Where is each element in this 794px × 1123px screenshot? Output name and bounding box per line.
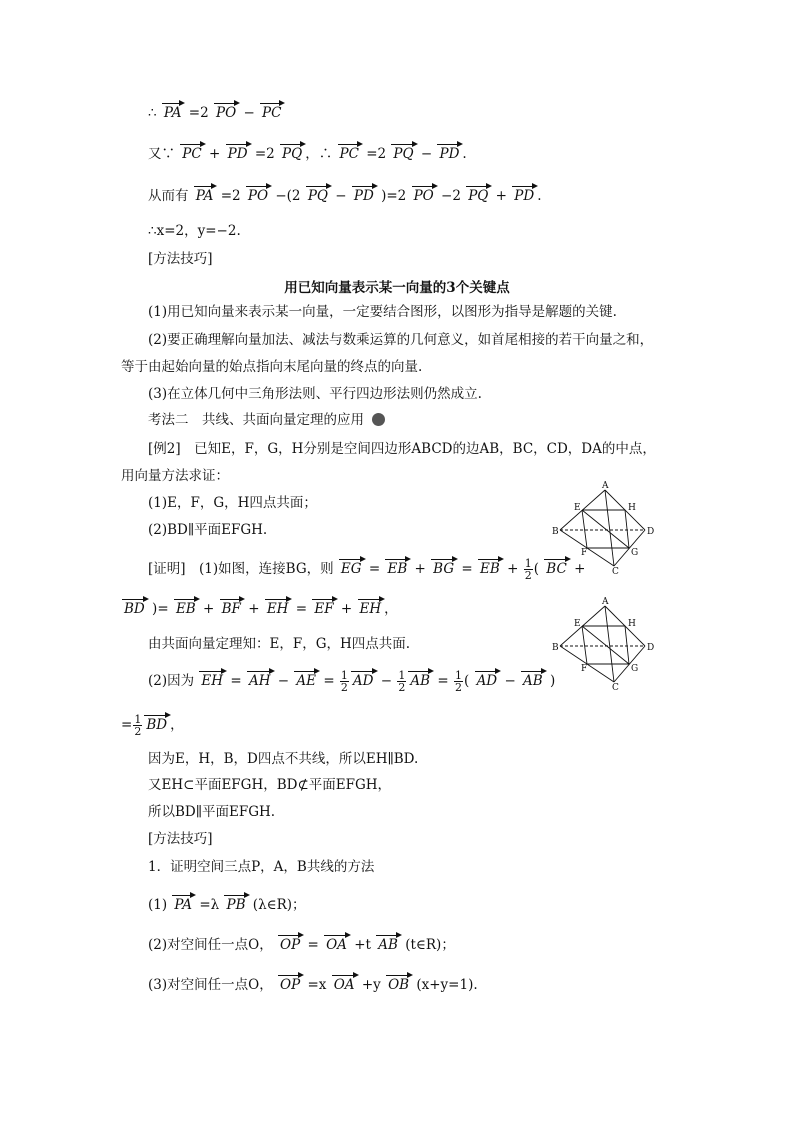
collinear-method-2: (2)对空间任一点O， OP = OA +t AB (t∈R)； [148, 937, 455, 953]
equation-line-3: 从而有 PA =2 PO −(2 PQ − PD )=2 PO −2 PQ + PD . [148, 188, 542, 204]
equation-line-2: 又∵ PC + PD =2 PQ ，∴ PC =2 PQ − PD . [148, 146, 467, 162]
label-h: H [628, 503, 636, 513]
audio-icon[interactable] [372, 413, 385, 426]
tips-title-1: 用已知向量表示某一向量的3个关键点 [284, 280, 510, 296]
vector-bg: BG [430, 560, 457, 578]
vector-ae: AE [293, 672, 319, 690]
vector-pa: PA [161, 104, 185, 122]
vector-ab: AB [407, 672, 433, 690]
vector-bc: BC [543, 560, 570, 578]
tips1-item-1: (1)用已知向量来表示某一向量，一定要结合图形，以图形为指导是解题的关键. [148, 304, 617, 320]
example-2-line-2: 用向量方法求证： [121, 468, 229, 484]
label-d: D [647, 643, 655, 653]
vector-ad: AD [474, 672, 501, 690]
vector-po: PO [213, 104, 239, 122]
vector-oa: OA [323, 936, 350, 954]
collinear-method-1: (1) PA =λ PB (λ∈R)； [148, 897, 306, 913]
vector-pq: PQ [465, 187, 491, 205]
therefore-symbol: ∴ [148, 105, 157, 121]
fraction-half: $\frac{1}{2}$ [524, 557, 532, 582]
label-b: B [552, 643, 559, 653]
label-c: C [612, 567, 619, 574]
vector-pc: PC [179, 145, 204, 163]
vector-pq: PQ [305, 187, 331, 205]
label-f: F [581, 548, 588, 558]
tips1-item-3: (3)在立体几何中三角形法则、平行四边形法则仍然成立. [148, 386, 482, 402]
proof-line-3: 由共面向量定理知：E，F，G，H四点共面. [148, 636, 411, 652]
label-g: G [631, 664, 639, 674]
vector-pq: PQ [390, 145, 416, 163]
vector-pd: PD [225, 145, 251, 163]
proof-line-4: (2)因为 EH = AH − AE = $\frac{1}{2}$ AD − $\frac{1}{2}$ AB = $\frac{1}{2}$ ( AD − AB ) [148, 669, 556, 694]
example-2-q1: (1)E，F，G，H四点共面； [148, 495, 317, 511]
vector-ob: OB [385, 976, 412, 994]
vector-op: OP [277, 936, 303, 954]
vector-eh: EH [264, 600, 292, 618]
tips1-item-2-cont: 等于由起始向量的始点指向末尾向量的终点的向量. [121, 359, 423, 375]
vector-pd: PD [436, 145, 462, 163]
tips1-item-2: (2)要正确理解向量加法、减法与数乘运算的几何意义，如首尾相接的若干向量之和， [148, 332, 654, 348]
fraction-half: $\frac{1}{2}$ [340, 669, 348, 694]
vector-oa: OA [331, 976, 358, 994]
label-d: D [647, 527, 655, 537]
label-f: F [581, 664, 588, 674]
vector-pb: PB [223, 896, 248, 914]
fraction-half: $\frac{1}{2}$ [454, 669, 462, 694]
vector-pc: PC [337, 145, 362, 163]
vector-op: OP [277, 976, 303, 994]
vector-eb: EB [384, 560, 410, 578]
vector-po: PO [411, 187, 437, 205]
proof-line-6: 因为E，H，B，D四点不共线，所以EH∥BD. [148, 751, 419, 767]
proof-line-7: 又EH⊂平面EFGH，BD⊄平面EFGH， [148, 777, 392, 793]
tips-label-2: [方法技巧] [148, 831, 213, 847]
vector-ef: EF [311, 600, 336, 618]
vector-bf: BF [219, 600, 244, 618]
label-e: E [574, 619, 581, 629]
label-a: A [602, 597, 609, 607]
tips-label-1: [方法技巧] [148, 251, 213, 267]
vector-po: PO [245, 187, 271, 205]
vector-pa: PA [193, 187, 217, 205]
example-2-line-1: [例2] 已知E，F，G，H分别是空间四边形ABCD的边AB，BC，CD，DA的中点， [148, 441, 656, 457]
vector-pd: PD [511, 187, 537, 205]
example-2-q2: (2)BD∥平面EFGH. [148, 522, 268, 538]
proof-line-1: [证明] (1)如图，连接BG，则 EG = EB + BG = EB + $\frac{1}{2}$ ( BC + [148, 557, 586, 582]
vector-ad: AD [350, 672, 377, 690]
vector-bd: BD [121, 600, 148, 618]
equation-line-1: ∴ PA =2 PO − PC [148, 104, 284, 122]
collinear-method-3: (3)对空间任一点O， OP =x OA +y OB (x+y=1). [148, 977, 478, 993]
label-b: B [552, 527, 559, 537]
vector-eh: EH [198, 672, 226, 690]
fraction-half: $\frac{1}{2}$ [134, 713, 142, 738]
label-e: E [574, 503, 581, 513]
label-a: A [602, 481, 609, 491]
vector-eh: EH [357, 600, 385, 618]
method-2-heading: 考法二 共线、共面向量定理的应用 [148, 411, 385, 429]
result-line: ∴x=2，y=−2. [148, 223, 241, 239]
vector-pa: PA [171, 896, 195, 914]
vector-pd: PD [351, 187, 377, 205]
vector-ab: AB [375, 936, 401, 954]
proof-line-2: BD )= EB + BF + EH = EF + EH ， [121, 600, 398, 618]
vector-ab: AB [520, 672, 546, 690]
tips-title-2: 1．证明空间三点P，A，B共线的方法 [148, 859, 375, 875]
vector-eg: EG [338, 560, 365, 578]
fraction-half: $\frac{1}{2}$ [398, 669, 406, 694]
vector-bd: BD [143, 716, 170, 734]
proof-line-5: = $\frac{1}{2}$ BD ， [121, 713, 184, 738]
vector-pq: PQ [279, 145, 305, 163]
vector-eb: EB [173, 600, 199, 618]
label-h: H [628, 619, 636, 629]
label-g: G [631, 548, 639, 558]
label-c: C [612, 683, 619, 690]
vector-pc: PC [259, 104, 284, 122]
quadrilateral-figure-2 [548, 596, 660, 690]
vector-eb: EB [477, 560, 503, 578]
proof-line-8: 所以BD∥平面EFGH. [148, 804, 276, 820]
vector-ah: AH [246, 672, 274, 690]
